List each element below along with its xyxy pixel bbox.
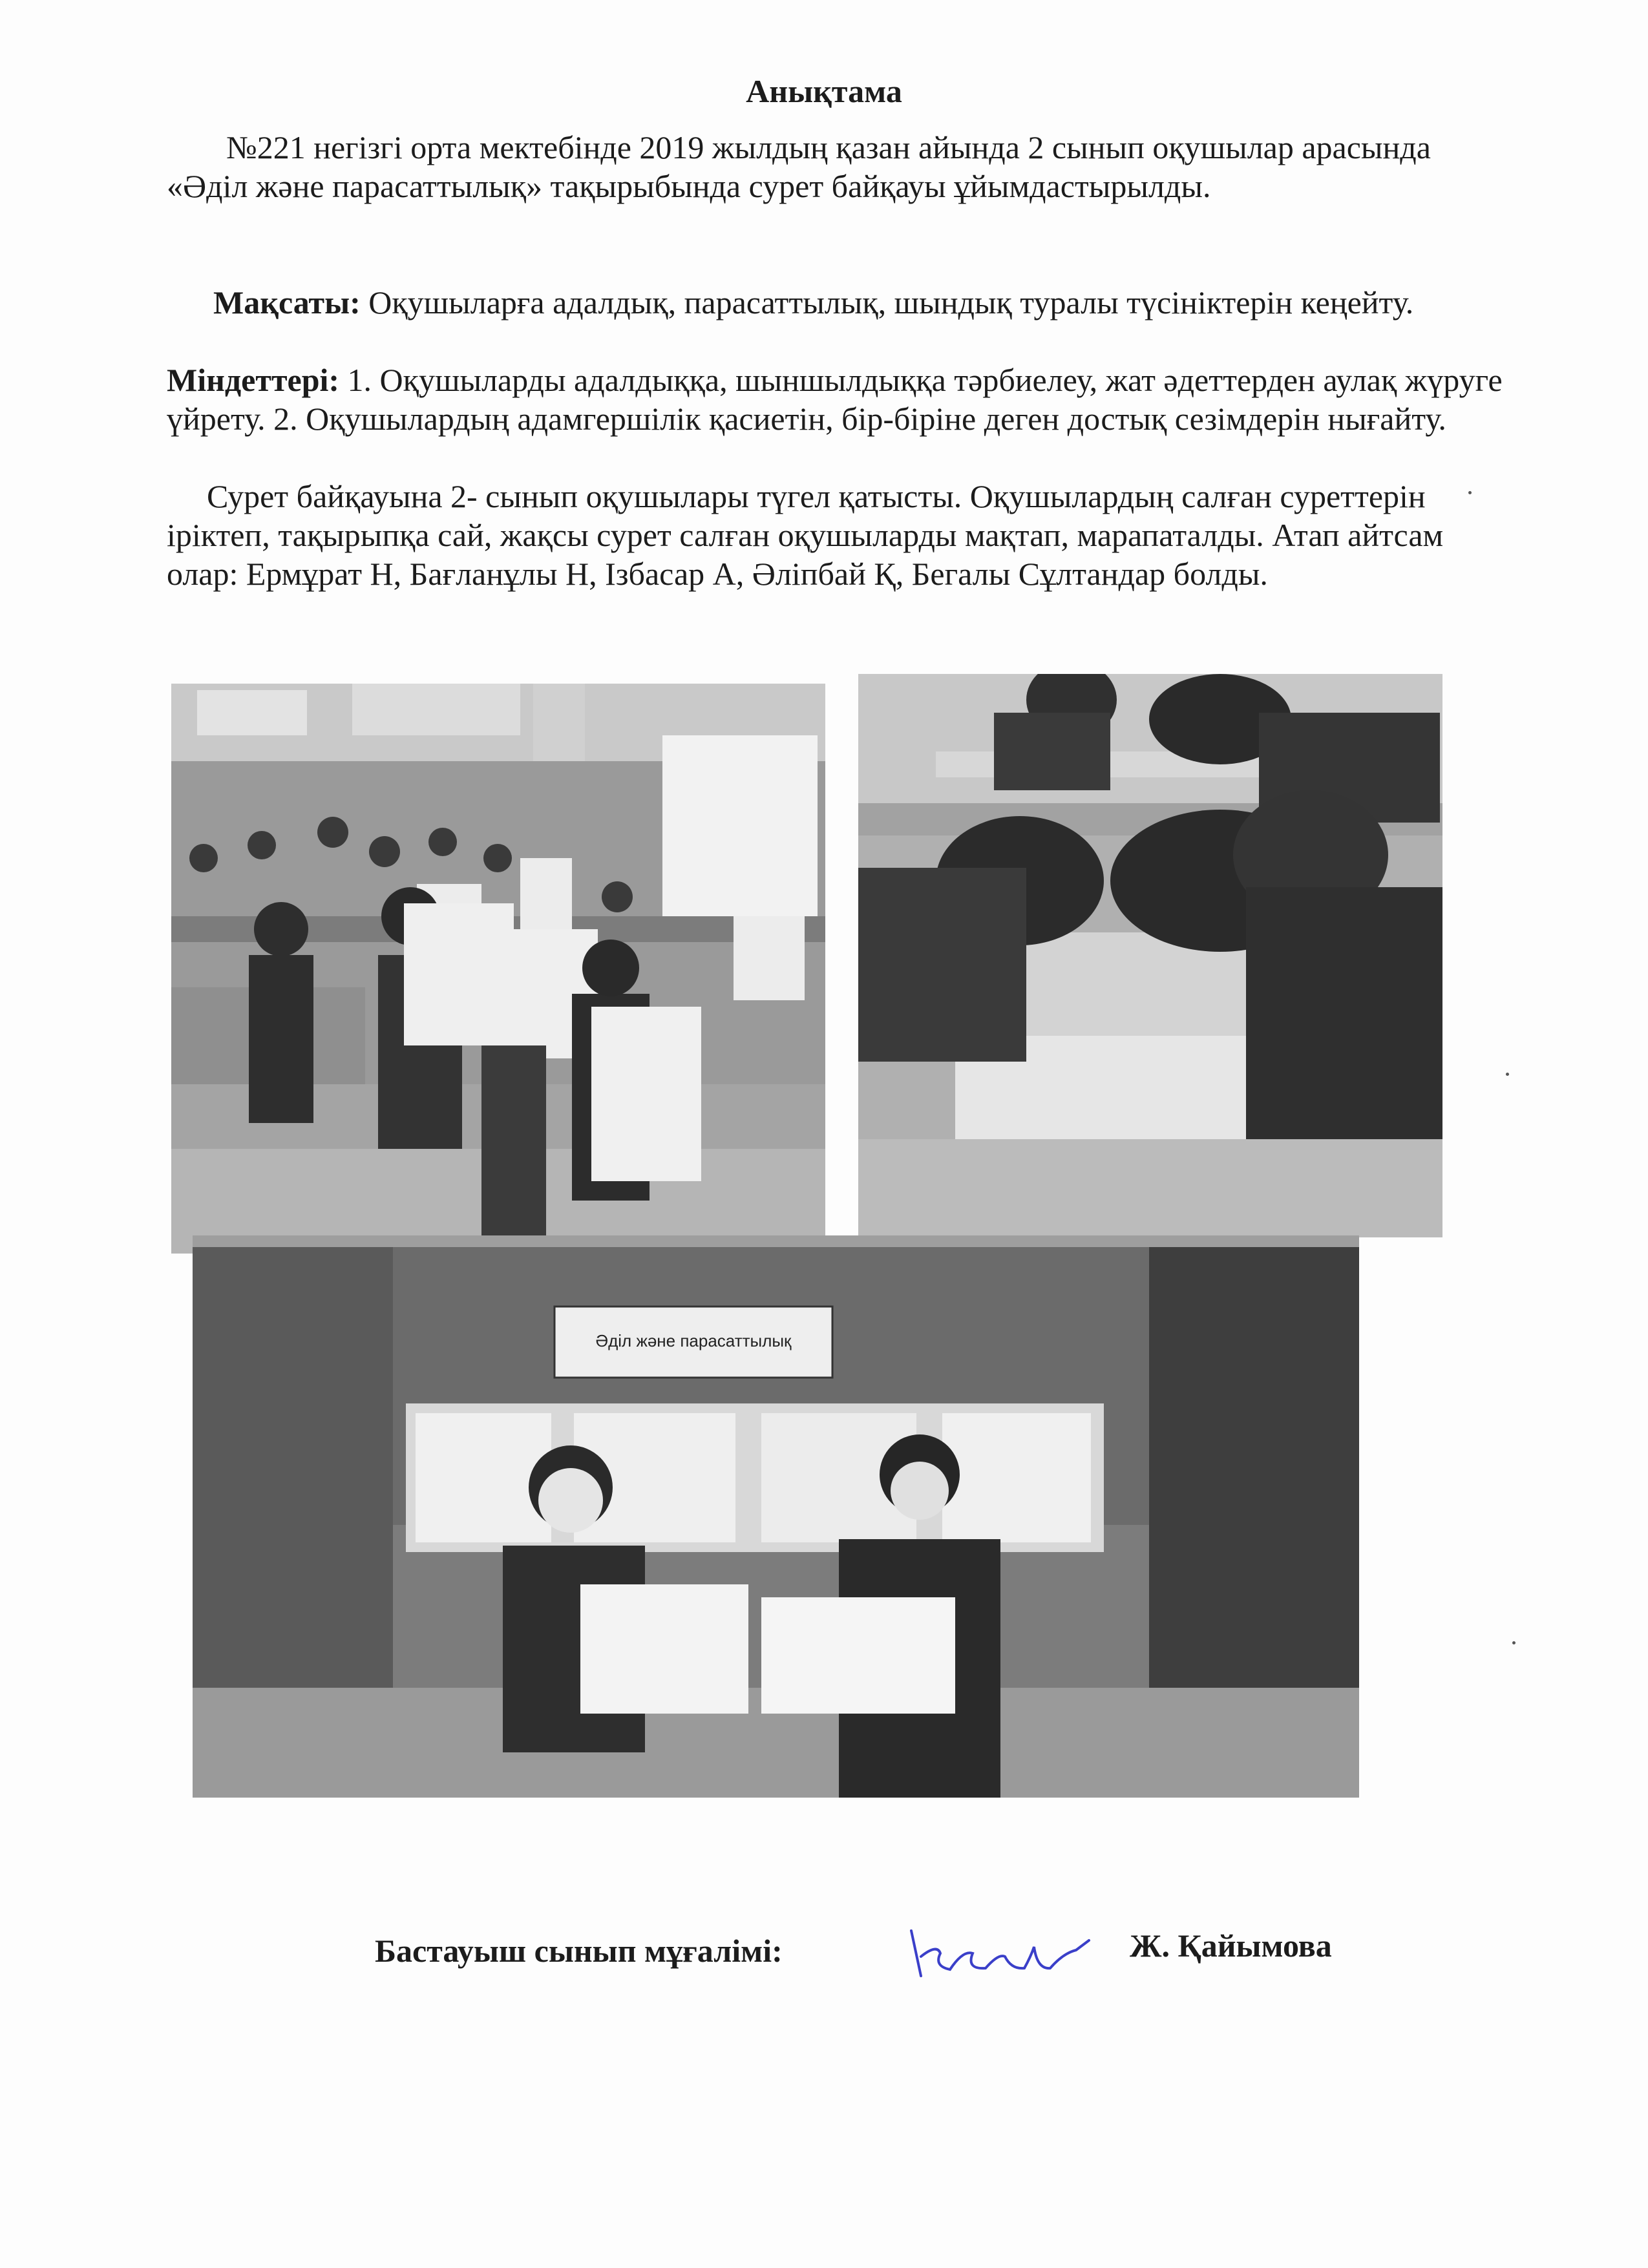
results-text: Сурет байқауына 2- сынып оқушылары түгел қатысты. Оқушылардың салған суреттерін іріктеп, тақырыпқа сай, жақсы сурет салған оқушыларды мақтап, марапаталды. Атап айтсам олар: Ермұрат Н, Бағланұлы Н, Ізбасар А, Әліпбай Қ, Бегалы Сұлтандар болды.	[167, 478, 1444, 592]
intro-paragraph	[167, 128, 1505, 205]
photo-winners-board	[193, 1235, 1359, 1798]
page-title: Анықтама	[746, 73, 902, 109]
photo-banner-text: Әділ және парасаттылық	[595, 1331, 792, 1350]
signature-label: Бастауыш сынып мұғалімі:	[375, 1933, 783, 1969]
tasks-paragraph	[167, 361, 1505, 438]
scan-speck	[1468, 491, 1472, 494]
photo-classroom-students	[171, 684, 825, 1254]
intro-text: №221 негізгі орта мектебінде 2019 жылдың қазан айында 2 сынып оқушылар арасында «Әділ және парасаттылық» тақырыбында сурет байқауы ұйымдастырылды.	[167, 129, 1431, 204]
photo-students-drawing	[858, 674, 1442, 1237]
signature-name: Ж. Қайымова	[1130, 1927, 1332, 1964]
goal-text: Оқушыларға адалдық, парасаттылық, шындық туралы түсініктерін кеңейту.	[360, 284, 1414, 320]
tasks-label: Міндеттері:	[167, 362, 340, 398]
scan-speck	[1506, 1073, 1509, 1076]
goal-paragraph	[167, 283, 1505, 322]
scan-speck	[1512, 1641, 1516, 1644]
tasks-text: 1. Оқушыларды адалдыққа, шыншылдыққа тәрбиелеу, жат әдеттерден аулақ жүруге үйрету. 2. Оқушылардың адамгершілік қасиетін, бір-біріне деген достық сезімдерін нығайту.	[167, 362, 1503, 437]
goal-label: Мақсаты:	[213, 284, 361, 320]
results-paragraph	[167, 477, 1505, 593]
handwritten-signature-icon	[902, 1918, 1121, 1989]
